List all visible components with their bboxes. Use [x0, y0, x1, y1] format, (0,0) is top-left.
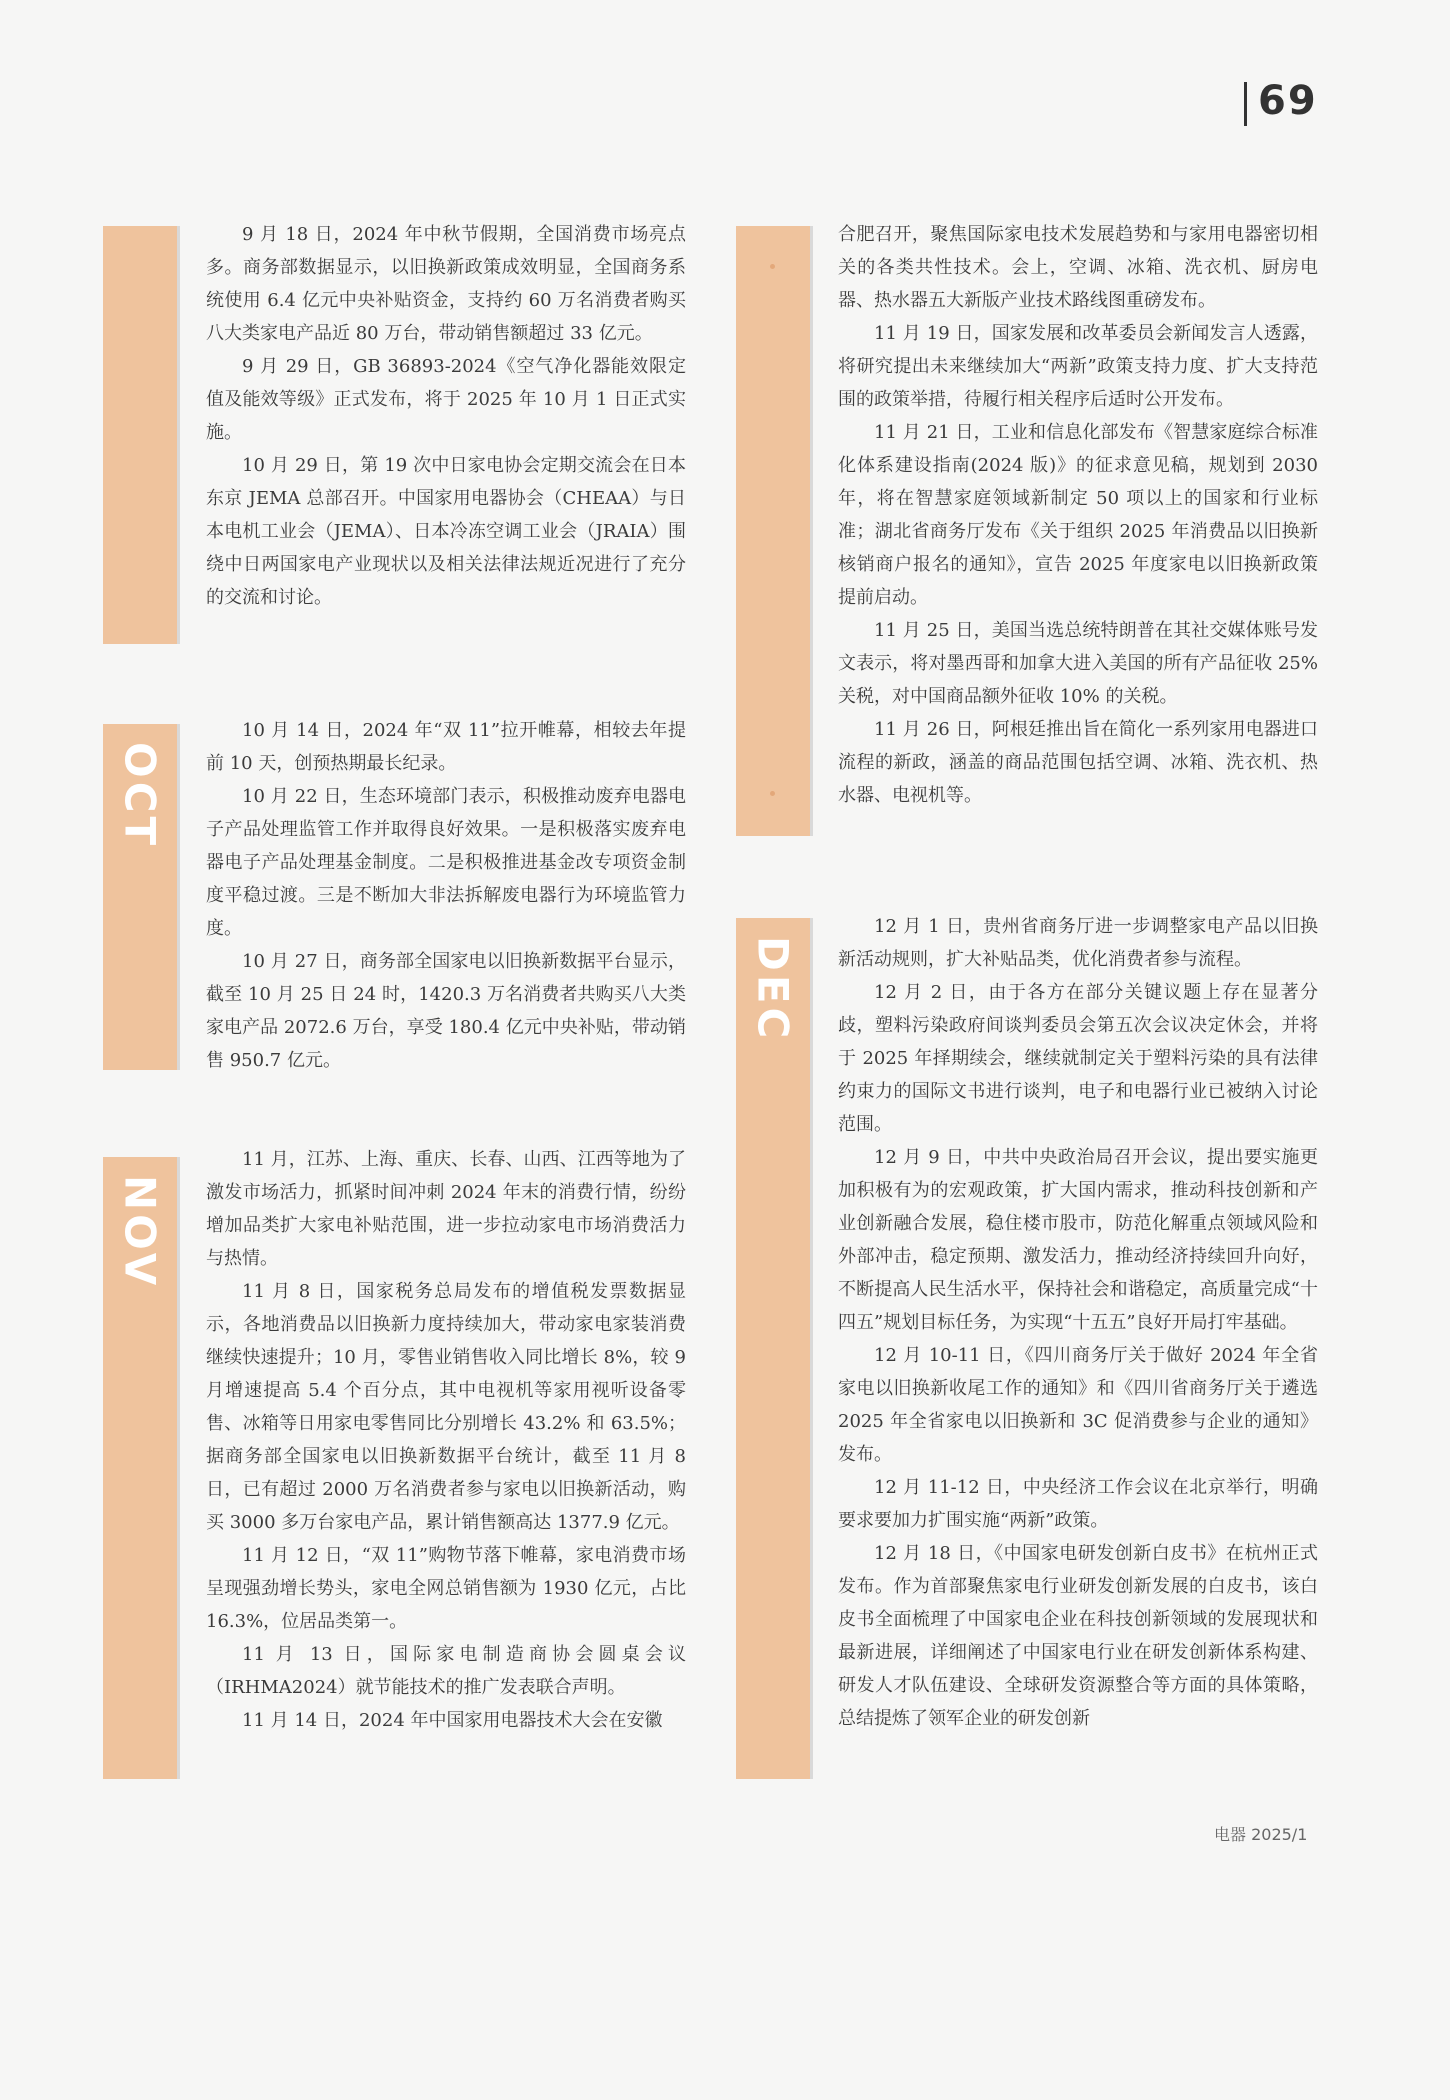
nov-continued-tab [736, 226, 813, 836]
sep-paragraph: 9 月 29 日，GB 36893-2024《空气净化器能效限定值及能效等级》正式发布，将于 2025 年 10 月 1 日正式实施。 [206, 356, 686, 443]
tab-dot-bottom [770, 791, 775, 796]
sep-events [206, 218, 686, 614]
dec-paragraph: 12 月 11-12 日，中央经济工作会议在北京举行，明确要求要加力扩围实施“两新”政策。 [838, 1477, 1318, 1531]
sep-paragraph: 10 月 29 日，第 19 次中日家电协会定期交流会在日本东京 JEMA 总部召开。中国家用电器协会（CHEAA）与日本电机工业会（JEMA）、日本冷冻空调工业会（JRAIA）围绕中日两国家电产业现状以及相关法律法规近况进行了充分的交流和讨论。 [206, 455, 686, 608]
dec-paragraph: 12 月 9 日，中共中央政治局召开会议，提出要实施更加积极有为的宏观政策，扩大国内需求，推动科技创新和产业创新融合发展，稳住楼市股市，防范化解重点领域风险和外部冲击，稳定预期、激发活力，推动经济持续回升向好，不断提高人民生活水平，保持社会和谐稳定，高质量完成“十四五”规划目标任务，为实现“十五五”良好开局打牢基础。 [838, 1147, 1318, 1333]
dec-paragraph: 12 月 2 日，由于各方在部分关键议题上存在显著分歧，塑料污染政府间谈判委员会第五次会议决定休会，并将于 2025 年择期续会，继续就制定关于塑料污染的具有法律约束力的国际文书进行谈判，电子和电器行业已被纳入讨论范围。 [838, 982, 1318, 1135]
dec-paragraph: 12 月 18 日，《中国家电研发创新白皮书》在杭州正式发布。作为首部聚焦家电行业研发创新发展的白皮书，该白皮书全面梳理了中国家电企业在科技创新领域的发展现状和最新进展，详细阐述了中国家电行业在研发创新体系构建、研发人才队伍建设、全球研发资源整合等方面的具体策略，总结提炼了领军企业的研发创新 [838, 1543, 1318, 1729]
nov-label: NOV [115, 1175, 165, 1290]
nov-paragraph: 11 月 8 日，国家税务总局发布的增值税发票数据显示，各地消费品以旧换新力度持续加大，带动家电家装消费继续快速提升；10 月，零售业销售收入同比增长 8%，较 9 月增速提高 5.4 个百分点，其中电视机等家用视听设备零售、冰箱等日用家电零售同比分别增长 43.2% 和 63.5%；据商务部全国家电以旧换新数据平台统计，截至 11 月 8 日，已有超过 2000 万名消费者参与家电以旧换新活动，购买 3000 多万台家电产品，累计销售额高达 1377.9 亿元。 [206, 1281, 686, 1533]
nov-continued-paragraph: 11 月 25 日，美国当选总统特朗普在其社交媒体账号发文表示，将对墨西哥和加拿大进入美国的所有产品征收 25% 关税，对中国商品额外征收 10% 的关税。 [838, 620, 1318, 707]
nov-paragraph: 11 月 12 日，“双 11”购物节落下帷幕，家电消费市场呈现强劲增长势头，家电全网总销售额为 1930 亿元，占比 16.3%，位居品类第一。 [206, 1545, 686, 1632]
sep-tab [103, 226, 180, 644]
nov-continued-paragraph: 11 月 26 日，阿根廷推出旨在简化一系列家用电器进口流程的新政，涵盖的商品范围包括空调、冰箱、洗衣机、热水器、电视机等。 [838, 719, 1318, 806]
oct-tab [103, 724, 180, 1070]
dec-paragraph: 12 月 1 日，贵州省商务厅进一步调整家电产品以旧换新活动规则，扩大补贴品类，优化消费者参与流程。 [838, 916, 1318, 970]
dec-events [838, 910, 1318, 1735]
nov-paragraph: 11 月 13 日，国际家电制造商协会圆桌会议（IRHMA2024）就节能技术的推广发表联合声明。 [206, 1644, 686, 1698]
nov-continued-paragraph: 合肥召开，聚焦国际家电技术发展趋势和与家用电器密切相关的各类共性技术。会上，空调、冰箱、洗衣机、厨房电器、热水器五大新版产业技术路线图重磅发布。 [838, 224, 1318, 311]
oct-paragraph: 10 月 22 日，生态环境部门表示，积极推动废弃电器电子产品处理监管工作并取得良好效果。一是积极落实废弃电器电子产品处理基金制度。二是积极推进基金改专项资金制度平稳过渡。三是不断加大非法拆解废电器行为环境监管力度。 [206, 786, 686, 939]
page-number: 69 [1258, 78, 1318, 124]
tab-dot-top [770, 264, 775, 269]
oct-label: OCT [115, 742, 165, 850]
oct-events [206, 714, 686, 1077]
nov-events-continued [838, 218, 1318, 812]
oct-paragraph: 10 月 27 日，商务部全国家电以旧换新数据平台显示，截至 10 月 25 日 24 时，1420.3 万名消费者共购买八大类家电产品 2072.6 万台，享受 180.4 亿元中央补贴，带动销售 950.7 亿元。 [206, 951, 686, 1071]
nov-paragraph: 11 月，江苏、上海、重庆、长春、山西、江西等地为了激发市场活力，抓紧时间冲刺 2024 年末的消费行情，纷纷增加品类扩大家电补贴范围，进一步拉动家电市场消费活力与热情。 [206, 1149, 686, 1269]
dec-paragraph: 12 月 10-11 日，《四川商务厅关于做好 2024 年全省家电以旧换新收尾工作的通知》和《四川省商务厅关于遴选 2025 年全省家电以旧换新和 3C 促消费参与企业的通知》发布。 [838, 1345, 1318, 1465]
oct-paragraph: 10 月 14 日，2024 年“双 11”拉开帷幕，相较去年提前 10 天，创预热期最长纪录。 [206, 720, 686, 774]
nov-events [206, 1143, 686, 1737]
dec-label: DEC [748, 936, 798, 1043]
footer-issue: 电器 2025/1 [1214, 1825, 1308, 1844]
page-number-bar [1244, 82, 1247, 126]
nov-paragraph: 11 月 14 日，2024 年中国家用电器技术大会在安徽 [242, 1710, 663, 1731]
dec-tab [736, 918, 813, 1779]
nov-tab [103, 1157, 180, 1779]
nov-continued-paragraph: 11 月 21 日，工业和信息化部发布《智慧家庭综合标准化体系建设指南(2024 版)》的征求意见稿，规划到 2030 年，将在智慧家庭领域新制定 50 项以上的国家和行业标准；湖北省商务厅发布《关于组织 2025 年消费品以旧换新核销商户报名的通知》，宣告 2025 年度家电以旧换新政策提前启动。 [838, 422, 1318, 608]
sep-paragraph: 9 月 18 日，2024 年中秋节假期，全国消费市场亮点多。商务部数据显示，以旧换新政策成效明显，全国商务系统使用 6.4 亿元中央补贴资金，支持约 60 万名消费者购买八大类家电产品近 80 万台，带动销售额超过 33 亿元。 [206, 224, 686, 344]
nov-continued-paragraph: 11 月 19 日，国家发展和改革委员会新闻发言人透露，将研究提出未来继续加大“两新”政策支持力度、扩大支持范围的政策举措，待履行相关程序后适时公开发布。 [838, 323, 1318, 410]
